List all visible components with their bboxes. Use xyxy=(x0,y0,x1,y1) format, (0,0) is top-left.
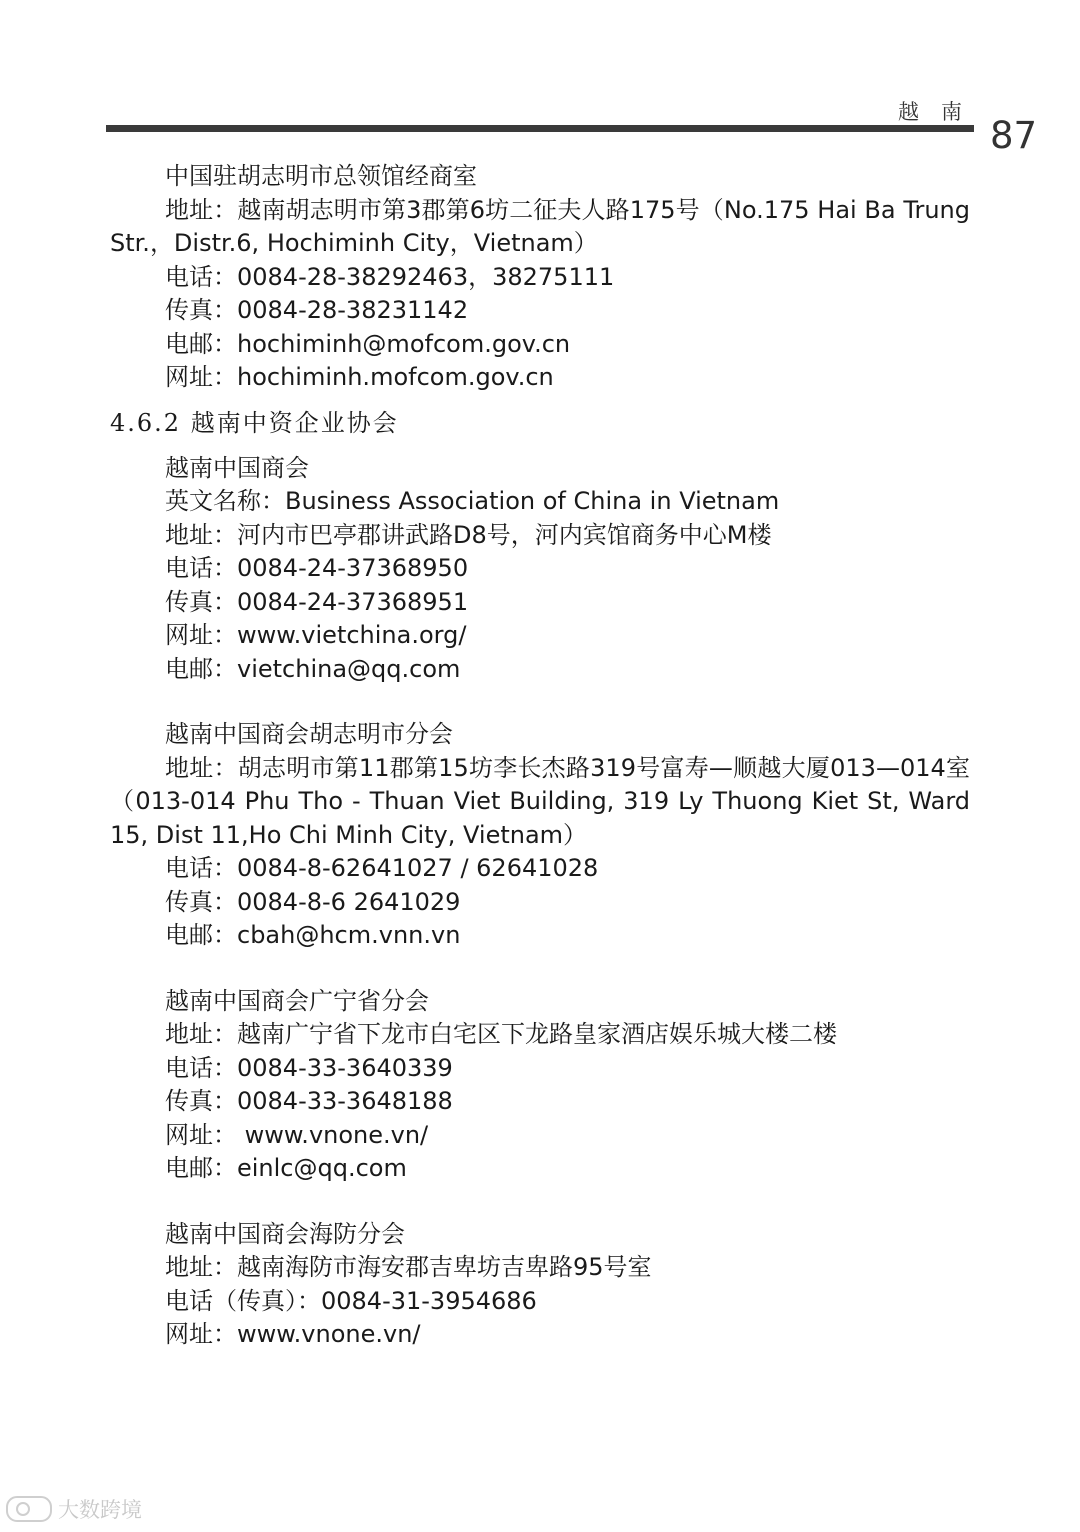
spacer xyxy=(110,686,970,718)
org-address: 地址：越南广宁省下龙市白宅区下龙路皇家酒店娱乐城大楼二楼 xyxy=(165,1020,837,1048)
org-website: 网址：www.vnone.vn/ xyxy=(165,1320,421,1348)
org-block-3 xyxy=(110,985,970,1186)
org-phone-fax: 电话（传真）：0084-31-3954686 xyxy=(165,1286,537,1315)
org-fax: 传真：0084-33-3648188 xyxy=(165,1087,453,1115)
org-address: 地址：越南海防市海安郡吉卑坊吉卑路95号室 xyxy=(165,1253,652,1281)
org-fax: 传真：0084-24-37368951 xyxy=(165,587,469,616)
org-email: 电邮：vietchina@qq.com xyxy=(165,654,461,683)
consulate-email: 电邮：hochiminh@mofcom.gov.cn xyxy=(165,329,571,358)
org-website: 网址： www.vnone.vn/ xyxy=(165,1120,429,1149)
consulate-address-text: 地址：越南胡志明市第3郡第6坊二征夫人路175号（No.175 Hai Ba Trung Str.，Distr.6, Hochiminh City，Vietnam） xyxy=(110,195,970,257)
consulate-website: 网址：hochiminh.mofcom.gov.cn xyxy=(165,363,554,391)
org-phone: 电话：0084-33-3640339 xyxy=(165,1053,453,1082)
org-block-2 xyxy=(110,718,970,953)
org-address: 地址：河内市巴亭郡讲武路D8号，河内宾馆商务中心M楼 xyxy=(165,520,772,549)
org-block-4 xyxy=(110,1218,970,1352)
org-name: 越南中国商会 xyxy=(165,453,309,482)
spacer xyxy=(110,1186,970,1218)
org-fax: 传真：0084-8-6 2641029 xyxy=(165,887,461,916)
header-section-label: 越南 xyxy=(898,100,984,124)
watermark-logo-icon xyxy=(6,1496,52,1522)
org-email: 电邮：einlc@qq.com xyxy=(165,1154,407,1182)
watermark-text: 大数跨境 xyxy=(58,1498,142,1522)
page-number: 87 xyxy=(990,114,1038,157)
consulate-block xyxy=(110,160,970,395)
section-heading: 4.6.2 越南中资企业协会 xyxy=(110,408,399,437)
page-body xyxy=(110,160,970,1352)
spacer xyxy=(110,953,970,985)
header-rule xyxy=(106,125,974,132)
org-name: 越南中国商会胡志明市分会 xyxy=(165,720,453,748)
consulate-fax: 传真：0084-28-38231142 xyxy=(165,296,469,324)
consulate-name: 中国驻胡志明市总领馆经商室 xyxy=(165,162,477,190)
org-phone: 电话：0084-8-62641027 / 62641028 xyxy=(165,854,599,882)
org-website: 网址：www.vietchina.org/ xyxy=(165,621,467,649)
org-address xyxy=(110,752,970,853)
consulate-address xyxy=(110,194,970,261)
org-phone: 电话：0084-24-37368950 xyxy=(165,554,469,582)
org-name: 越南中国商会广宁省分会 xyxy=(165,986,429,1015)
org-name: 越南中国商会海防分会 xyxy=(165,1219,405,1248)
watermark xyxy=(6,1494,142,1524)
org-english-name: 英文名称：Business Association of China in Vietnam xyxy=(165,487,780,515)
org-email: 电邮：cbah@hcm.vnn.vn xyxy=(165,921,461,949)
org-address-text: 地址：胡志明市第11郡第15坊李长杰路319号富寿—顺越大厦013—014室（013-014 Phu Tho - Thuan Viet Building, 319 Ly Thuong Kiet St, Ward 15, Dist 11,Ho Chi Minh City, Vietnam） xyxy=(110,753,970,849)
org-block-1 xyxy=(110,452,970,687)
consulate-phone: 电话：0084-28-38292463，38275111 xyxy=(165,262,615,291)
